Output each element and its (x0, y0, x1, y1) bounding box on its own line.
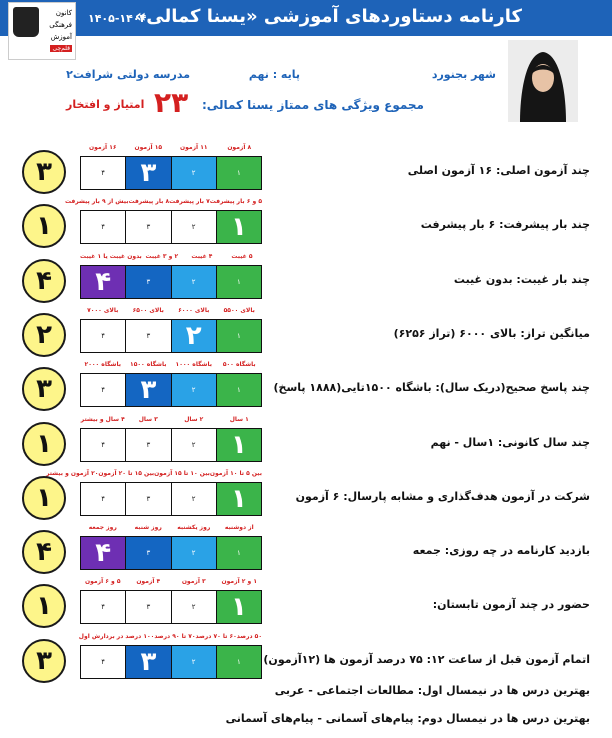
student-school: مدرسه دولتی شرافت۲ (66, 68, 190, 81)
level-caption: باشگاه ۱۰۰۰ (175, 361, 212, 369)
level-cell: ۴ (101, 169, 105, 177)
achievement-row (0, 253, 612, 307)
level-captions (64, 198, 262, 208)
level-caption: ۴ غیبت (191, 252, 213, 260)
level-caption: ۸ آزمون (227, 144, 252, 151)
level-caption: ۵ غیبت (231, 252, 253, 260)
level-caption: باشگاه ۵۰۰ (222, 361, 256, 369)
level-bar (80, 536, 262, 570)
achievement-row (0, 633, 612, 687)
level-caption: بالای ۵۵۰۰ (223, 306, 255, 314)
score-label: امتیاز و افتخار (66, 98, 145, 111)
level-caption: باشگاه ۱۵۰۰ (130, 361, 167, 369)
level-caption: بین ۱۵ تا ۲۰ آزمون (98, 469, 155, 477)
graduate-icon (13, 7, 39, 37)
level-cell: ۲ (171, 374, 216, 406)
level-bar (80, 482, 262, 516)
level-cell: ۴ (101, 386, 105, 395)
level-caption: ۲ سال (184, 415, 204, 423)
level-caption: ۷ بار پیشرفت (169, 198, 210, 206)
level-cell: ۴ (81, 537, 125, 569)
achievement-row (0, 578, 612, 632)
level-caption: ۵ و ۶ آزمون (85, 578, 121, 586)
row-score-badge: ۱ (22, 584, 66, 628)
header-banner (0, 0, 612, 36)
level-caption: بیش از ۹ بار پیشرفت (64, 198, 129, 206)
level-cell: ۱ (216, 646, 261, 678)
achievement-row (0, 307, 612, 361)
level-cell: ۳ (125, 320, 170, 352)
level-caption: ۳ سال (138, 415, 158, 423)
level-bar (80, 590, 262, 624)
level-cell: ۱ (216, 537, 261, 569)
row-score-badge: ۱ (22, 204, 66, 248)
level-cell: ۲ (171, 591, 216, 623)
level-captions (80, 144, 262, 154)
level-caption: روز یکشنبه (177, 524, 211, 532)
row-score-badge: ۱ (22, 476, 66, 520)
level-cell: ۴ (101, 331, 105, 340)
kanoon-logo (8, 2, 76, 60)
level-cell: ۲ (171, 429, 216, 461)
level-caption: ۲۰ آزمون و بیشتر (45, 469, 99, 477)
level-cell: ۴ (101, 657, 105, 666)
level-captions (80, 633, 262, 643)
level-caption: روز جمعه (88, 524, 117, 532)
level-cell: ۳ (125, 266, 170, 298)
level-captions (80, 524, 262, 534)
level-caption: ۲ و ۳ غیبت (145, 252, 179, 260)
level-cell: ۱ (216, 429, 261, 461)
logo-line-3: آموزش (50, 33, 72, 41)
level-caption: بالای ۶۵۰۰ (132, 306, 164, 314)
level-captions (80, 416, 262, 426)
level-caption: ۵۰ درصد (236, 632, 262, 640)
level-cell: ۴ (101, 494, 105, 503)
level-cell: ۱ (216, 157, 261, 189)
achievement-row (0, 361, 612, 415)
best-lessons-term2: بهترین درس ها در نیمسال دوم: پیام‌های آسمانی - پیام‌های آسمانی (225, 712, 590, 725)
best-lessons-term1: بهترین درس ها در نیمسال اول: مطالعات اجتماعی - عربی (274, 684, 590, 697)
level-bar (80, 156, 262, 190)
level-cell: ۲ (171, 320, 216, 352)
level-cell: ۴ (101, 440, 105, 449)
level-bar (80, 265, 262, 299)
level-cell: ۴ (81, 266, 125, 298)
level-caption: بالای ۷۰۰۰ (87, 306, 119, 314)
row-label: اتمام آزمون قبل از ساعت ۱۲: ۷۵ درصد آزمون ها (۱۲آزمون) (263, 652, 590, 666)
level-caption: ۱۰۰ درصد در بردارش اول (78, 632, 155, 640)
level-captions (80, 307, 262, 317)
row-score-badge: ۳ (22, 367, 66, 411)
level-caption: ۷۰ تا ۹۰ درصد (154, 632, 196, 640)
level-cell: ۳ (125, 591, 170, 623)
achievement-row (0, 524, 612, 578)
level-caption: ۱۶ آزمون (88, 144, 117, 151)
student-city: شهر بجنورد (431, 68, 496, 81)
level-caption: ۸ بار پیشرفت (128, 198, 170, 206)
row-label: چند سال کانونی: ۱سال - نهم (430, 435, 590, 449)
row-label: بازدید کارنامه در چه روزی: جمعه (412, 544, 590, 558)
row-score-badge: ۳ (22, 639, 66, 683)
row-score-badge: ۱ (22, 422, 66, 466)
level-bar (80, 373, 262, 407)
level-caption: ۴ سال و بیشتر (80, 415, 125, 423)
row-label: حضور در چند آزمون تابستان: (432, 598, 590, 612)
row-label: میانگین تراز: بالای ۶۰۰۰ (تراز ۶۲۵۶) (393, 326, 590, 340)
level-cell: ۳ (125, 646, 170, 678)
level-cell: ۲ (171, 157, 216, 189)
student-grade: پایه : نهم (248, 68, 300, 81)
level-caption: بین ۵ تا ۱۰ آزمون (209, 469, 262, 477)
row-label: چند پاسخ صحیح(دریک سال): باشگاه ۱۵۰۰تایی(۱۸۸۸ پاسخ) (273, 381, 590, 395)
level-cell: ۲ (171, 483, 216, 515)
level-caption: ۱۵ آزمون (134, 144, 163, 151)
level-cell: ۱ (216, 320, 261, 352)
row-score-badge: ۳ (22, 150, 66, 194)
row-label: شرکت در آزمون هدف‌گذاری و مشابه پارسال: ۶ آزمون (295, 489, 590, 503)
level-caption: بالای ۶۰۰۰ (178, 306, 210, 314)
row-label: چند بار غیبت: بدون غیبت (453, 272, 590, 286)
level-cell: ۲ (171, 537, 216, 569)
row-label: چند بار پیشرفت: ۶ بار پیشرفت (420, 218, 590, 232)
level-bar (80, 319, 262, 353)
achievement-row (0, 144, 612, 198)
level-caption: ۵ و ۶ بار پیشرفت (209, 198, 262, 206)
logo-tag: قلم‌چی (52, 45, 70, 52)
level-cell: ۳ (125, 483, 170, 515)
achievement-row (0, 416, 612, 470)
level-cell: ۲ (171, 646, 216, 678)
level-cell: ۳ (125, 157, 170, 189)
report-years: ۱۴۰۵-۱۴۰۴ (88, 12, 147, 25)
achievement-row (0, 470, 612, 524)
level-cell: ۴ (101, 603, 105, 612)
level-cell: ۲ (171, 211, 216, 243)
level-cell: ۱ (216, 266, 261, 298)
level-caption: بین ۱۰ تا ۱۵ آزمون (154, 469, 210, 477)
level-captions (80, 253, 262, 263)
row-score-badge: ۴ (22, 530, 66, 574)
level-captions (80, 361, 262, 371)
level-caption: روز شنبه (134, 524, 162, 532)
level-cell: ۲ (171, 266, 216, 298)
level-caption: بدون غیبت یا ۱ غیبت (80, 252, 142, 260)
level-captions (80, 578, 262, 588)
achievement-row (0, 198, 612, 252)
report-title: کارنامه دستاوردهای آموزشی «یسنا کمالی» (134, 6, 522, 27)
level-cell: ۱ (216, 483, 261, 515)
level-caption: ۶۰ تا ۷۰ درصد (195, 632, 237, 640)
level-caption: ۱ سال (229, 415, 249, 423)
level-bar (80, 210, 262, 244)
level-cell: ۳ (125, 429, 170, 461)
level-caption: ۱۱ آزمون (179, 144, 208, 151)
logo-line-1: کانون (55, 9, 72, 17)
row-label: چند آزمون اصلی: ۱۶ آزمون اصلی (407, 164, 590, 177)
level-cell: ۳ (125, 537, 170, 569)
level-cell: ۱ (216, 591, 261, 623)
logo-line-2: فرهنگی (49, 21, 72, 29)
level-caption: ۳ آزمون (181, 578, 206, 586)
level-cell: ۱ (216, 374, 261, 406)
level-caption: از دوشنبه (224, 524, 254, 532)
row-score-badge: ۴ (22, 259, 66, 303)
level-bar (80, 645, 262, 679)
level-caption: ۱ و ۲ آزمون (221, 578, 257, 586)
level-cell: ۱ (216, 211, 261, 243)
level-cell: ۳ (125, 374, 170, 406)
level-captions (45, 469, 262, 480)
level-cell: ۳ (125, 211, 170, 243)
total-score: ۲۳ (154, 86, 189, 119)
level-cell: ۴ (101, 223, 105, 232)
level-caption: باشگاه ۲۰۰۰ (84, 361, 121, 369)
row-score-badge: ۲ (22, 313, 66, 357)
level-caption: ۴ آزمون (136, 578, 161, 586)
student-photo (508, 40, 578, 122)
level-bar (80, 428, 262, 462)
features-title: مجموع ویژگی های ممتاز یسنا کمالی: (202, 98, 424, 112)
